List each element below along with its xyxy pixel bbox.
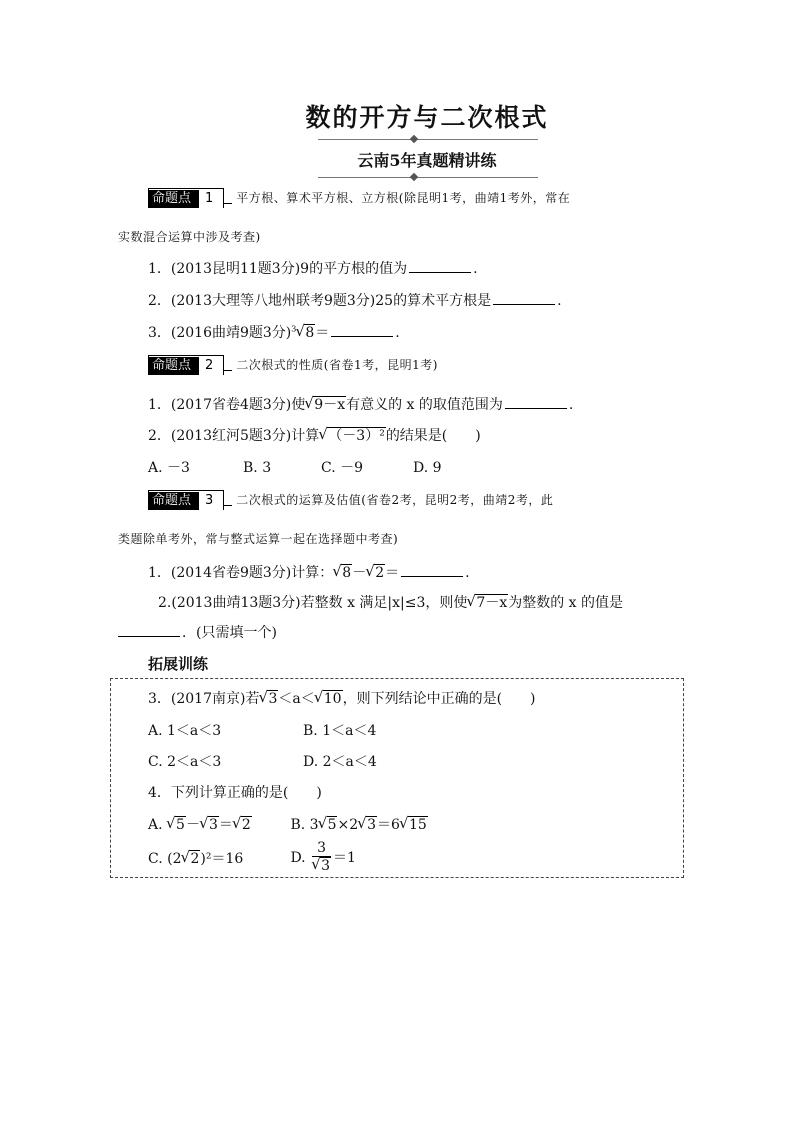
option-d: D. 9	[413, 460, 442, 476]
square-root: √ 2	[367, 564, 385, 581]
topic3-q2: 2.(2013曲靖13题3分)若整数 x 满足|x|≤3，则使√ 7－x为整数的 x 的值是	[158, 592, 623, 612]
option-d: D. 2＜a＜4	[303, 754, 377, 770]
topic3-desc-cont: 类题除单考外，常与整式运算一起在选择题中考查)	[118, 532, 399, 546]
topic2-options	[148, 457, 442, 477]
ext-q4-options-row1	[148, 814, 428, 834]
square-root: √ （－3）²	[320, 427, 386, 444]
square-root: √ 7－x	[468, 594, 508, 611]
answer-blank	[118, 623, 180, 637]
topic3-q1: 1．(2014省卷9题3分)计算：√ 8－√ 2＝ .	[148, 562, 470, 582]
divider-diamond-icon	[410, 135, 418, 143]
topic3-q2-cont: ．(只需填一个)	[118, 622, 277, 642]
square-root: √ 9－x	[306, 396, 346, 413]
answer-blank	[401, 563, 463, 577]
topic-badge: 命题点 1	[148, 188, 224, 208]
option-b: B. 3	[243, 460, 272, 476]
divider-diamond-icon	[410, 173, 418, 181]
option-a: A. －3	[148, 460, 190, 476]
ext-q3: 3．(2017南京)若√ 3＜a＜√ 10，则下列结论中正确的是( )	[148, 688, 536, 708]
topic1-desc-cont: 实数混合运算中涉及考查)	[118, 230, 261, 244]
ext-q3-options-row2	[148, 751, 377, 771]
answer-blank	[409, 259, 471, 273]
option-c: C. －9	[321, 460, 364, 476]
option-a: A. √ 5－√ 3＝√ 2	[148, 814, 286, 834]
topic3-desc: 二次根式的运算及估值(省卷2考，昆明2考，曲靖2考，此	[236, 493, 554, 507]
topic1-desc: 平方根、算术平方根、立方根(除昆明1考，曲靖1考外，常在	[236, 191, 571, 205]
page-subtitle: 云南5年真题精讲练	[357, 151, 497, 170]
topic2-desc: 二次根式的性质(省卷1考，昆明1考)	[236, 358, 438, 372]
answer-blank	[493, 291, 555, 305]
topic2-q1: 1．(2017省卷4题3分)使√ 9－x有意义的 x 的取值范围为 .	[148, 394, 573, 414]
fraction: 3 √ 3	[312, 840, 331, 875]
square-root: √ 3	[260, 690, 278, 707]
option-c: C. (2√ 2)²＝16	[148, 848, 286, 868]
option-d: D. 3 √ 3 ＝1	[290, 850, 355, 866]
option-b: B. 1＜a＜4	[303, 723, 377, 739]
option-a: A. 1＜a＜3	[148, 723, 222, 739]
topic2-q2: 2．(2013红河5题3分)计算√ （－3）²的结果是( )	[148, 425, 481, 445]
square-root: √ 10	[316, 690, 343, 707]
topic1-q1: 1．(2013昆明11题3分)9的平方根的值为 .	[148, 261, 478, 277]
answer-blank	[505, 395, 567, 409]
ext-q4: 4．下列计算正确的是( )	[148, 785, 322, 801]
cube-root: √ 8	[297, 324, 315, 341]
ext-q4-options-row2	[148, 840, 356, 875]
option-c: C. 2＜a＜3	[148, 754, 222, 770]
topic-badge: 命题点 2	[148, 355, 224, 375]
topic-badge: 命题点 3	[148, 490, 224, 510]
page-title: 数的开方与二次根式	[305, 103, 549, 132]
topic1-q3: 3．(2016曲靖9题3分)$^3$√ 8＝ .	[148, 322, 400, 342]
answer-blank	[331, 323, 393, 337]
title-divider	[318, 139, 538, 140]
topic2-header	[148, 355, 438, 375]
topic1-q2: 2．(2013大理等八地州联考9题3分)25的算术平方根是 .	[148, 293, 562, 309]
option-b: B. 3√ 5×2√ 3＝6√ 15	[290, 817, 427, 833]
extension-heading: 拓展训练	[148, 655, 209, 673]
square-root: √ 8	[334, 564, 352, 581]
subtitle-divider	[318, 177, 538, 178]
topic1-header	[148, 188, 570, 208]
ext-q3-options-row1	[148, 720, 376, 740]
topic3-header	[148, 490, 553, 510]
